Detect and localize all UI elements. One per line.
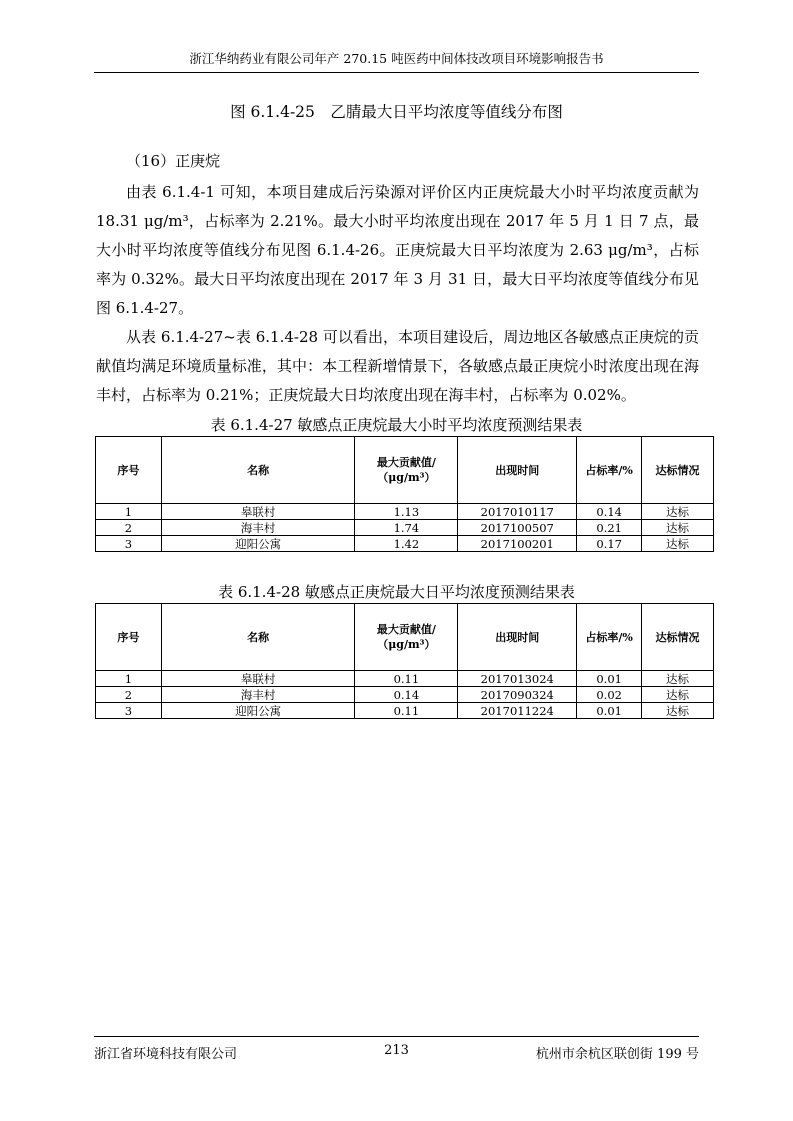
col-header-index: 序号: [96, 437, 162, 504]
table-row: 3 迎阳公寓 1.42 2017100201 0.17 达标: [96, 536, 714, 552]
paragraph-1: 由表 6.1.4-1 可知，本项目建成后污染源对评价区内正庚烷最大小时平均浓度贡献为 18.31 μg/m³，占标率为 2.21%。最大小时平均浓度出现在 2017 年 5 月 1 日 7 点，最大小时平均浓度等值线分布见图 6.1.4-26。正庚烷最大日平均浓度为 2.63 μg/m³，占标率为 0.32%。最大日平均浓度出现在 2017 年 3 月 31 日，最大日平均浓度等值线分布见图 6.1.4-27。: [96, 183, 699, 317]
footer-company: 浙江省环境科技有限公司: [94, 1047, 238, 1062]
col-header-time: 出现时间: [458, 604, 577, 671]
footer-address: 杭州市余杭区联创街 199 号: [535, 1047, 699, 1062]
table-hourly-concentration: [95, 436, 714, 552]
page-footer: [94, 1036, 699, 1062]
col-header-index: 序号: [96, 604, 162, 671]
col-header-max-value: 最大贡献值/ （μg/m³）: [355, 437, 458, 504]
col-header-time: 出现时间: [458, 437, 577, 504]
table-row: 2 海丰村 0.14 2017090324 0.02 达标: [96, 687, 714, 703]
page-header: [94, 46, 699, 73]
figure-caption: 图 6.1.4-25 乙腈最大日平均浓度等值线分布图: [230, 103, 563, 121]
col-header-status: 达标情况: [642, 604, 714, 671]
col-header-ratio: 占标率/%: [577, 437, 642, 504]
header-title: 浙江华纳药业有限公司年产 270.15 吨医药中间体技改项目环境影响报告书: [189, 51, 604, 66]
table1-caption: 表 6.1.4-27 敏感点正庚烷最大小时平均浓度预测结果表: [210, 416, 583, 434]
col-header-status: 达标情况: [642, 437, 714, 504]
table-row: 3 迎阳公寓 0.11 2017011224 0.01 达标: [96, 703, 714, 719]
table-row: 1 皋联村 1.13 2017010117 0.14 达标: [96, 504, 714, 520]
page-number: 213: [384, 1043, 409, 1058]
table-header-row: [96, 437, 714, 504]
table-daily-concentration: [95, 603, 714, 719]
table-row: 2 海丰村 1.74 2017100507 0.21 达标: [96, 520, 714, 536]
table-header-row: [96, 604, 714, 671]
section-heading: （16）正庚烷: [126, 152, 221, 170]
paragraph-2: 从表 6.1.4-27~表 6.1.4-28 可以看出，本项目建设后，周边地区各敏感点正庚烷的贡献值均满足环境质量标准，其中：本工程新增情景下，各敏感点最正庚烷小时浓度出现在海丰村，占标率为 0.21%；正庚烷最大日均浓度出现在海丰村，占标率为 0.02%。: [96, 328, 699, 404]
col-header-max-value: 最大贡献值/ （μg/m³）: [355, 604, 458, 671]
table-row: 1 皋联村 0.11 2017013024 0.01 达标: [96, 671, 714, 687]
table2-caption: 表 6.1.4-28 敏感点正庚烷最大日平均浓度预测结果表: [218, 583, 575, 601]
col-header-name: 名称: [161, 604, 355, 671]
col-header-ratio: 占标率/%: [577, 604, 642, 671]
col-header-name: 名称: [161, 437, 355, 504]
